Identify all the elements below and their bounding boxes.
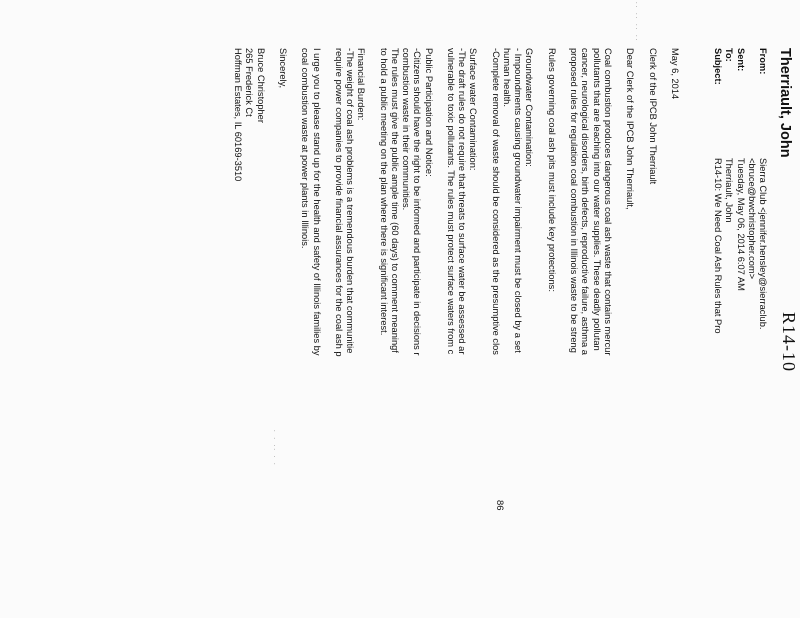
section-line: -Complete removal of waste should be considered as the presumptive clos <box>490 48 501 355</box>
scan-speckle: .. .. .. .. <box>634 2 640 43</box>
section-heading-public-participation: Public Participation and Notice: <box>423 48 434 177</box>
section-line: human health. <box>502 48 513 107</box>
intro-line: pollutants that are leaching into our water supplies. These deadly pollutan <box>591 48 602 351</box>
section-line: -The draft rules do not require that threats to surface water be assessed ar <box>457 48 468 355</box>
document-number: R14-10 <box>779 312 799 372</box>
closing: Sincerely, <box>278 48 289 89</box>
scan-speckle: . . .. . . <box>272 430 278 467</box>
header-key: Subject: <box>713 48 724 85</box>
letter-body <box>232 48 680 618</box>
header-value: Sierra Club <jennifer.hensley@sierraclub. <box>758 158 768 330</box>
header-value: Tuesday, May 06, 2014 6:07 AM <box>735 158 746 291</box>
closing-appeal-line: coal combustion waste at power plants in Illinois. <box>300 48 311 249</box>
header-value: Therriault, John <box>724 158 735 223</box>
intro-line: Coal combustion produces dangerous coal ash waste that contains mercur <box>602 48 613 356</box>
closing-appeal-line: I urge you to please stand up for the health and safety of Illinois families by <box>311 48 322 356</box>
section-line: The rules must give the public ample time (60 days) to comment meaningf <box>390 48 401 353</box>
section-line: -The weight of coal ash problems is a tremendous burden that communitie <box>345 48 356 354</box>
page-number: 86 <box>494 500 505 511</box>
header-key: Sent: <box>735 48 746 72</box>
section-line: vulnerable to toxic pollutants. The rules must protect surface waters from c <box>446 48 457 355</box>
letter-date: May 6, 2014 <box>670 48 680 100</box>
section-line: to hold a public meeting on the plan where there is significant interest. <box>378 48 389 336</box>
section-line: -Citizens should have the right to be informed and participate in decisions r <box>412 48 423 356</box>
signature-name: Bruce Christopher <box>255 48 266 123</box>
recipient-line: Clerk of the IPCB John Therriault <box>647 48 658 185</box>
section-heading-surface-water: Surface water Contamination: <box>468 48 479 171</box>
signature-address: 265 Frederick Ct <box>244 48 255 117</box>
intro-line: cancer, neurological disorders, birth defects, reproductive failure, asthma a <box>580 48 591 355</box>
signature-city: Hoffman Estates, IL 60169-3510 <box>233 48 244 182</box>
section-heading-groundwater: Groundwater Contamination: <box>524 48 535 167</box>
sender-heading: Therriault, John <box>777 48 793 158</box>
section-line: - Impoundments causing groundwater impairment must be closed by a set <box>513 48 524 353</box>
section-heading-financial-burden: Financial Burden: <box>356 48 367 121</box>
header-key: From: <box>758 48 768 75</box>
section-line: require power companies to provide financial assurances for the coal ash p <box>334 48 345 357</box>
salutation: Dear Clerk of the IPCB John Therriault, <box>625 48 636 210</box>
header-value: <bruce@bwchristopher.com> <box>746 158 757 280</box>
intro-line: proposed rules for regulation coal combustion in Illinois waste to be streng <box>569 48 580 353</box>
section-line: combustion waste in their communities. <box>401 48 412 211</box>
header-value: R14-10: We Need Coal Ash Rules that Pro <box>713 158 724 334</box>
rules-intro: Rules governing coal ash pits must include key protections: <box>546 48 557 292</box>
header-key: To: <box>724 48 735 62</box>
